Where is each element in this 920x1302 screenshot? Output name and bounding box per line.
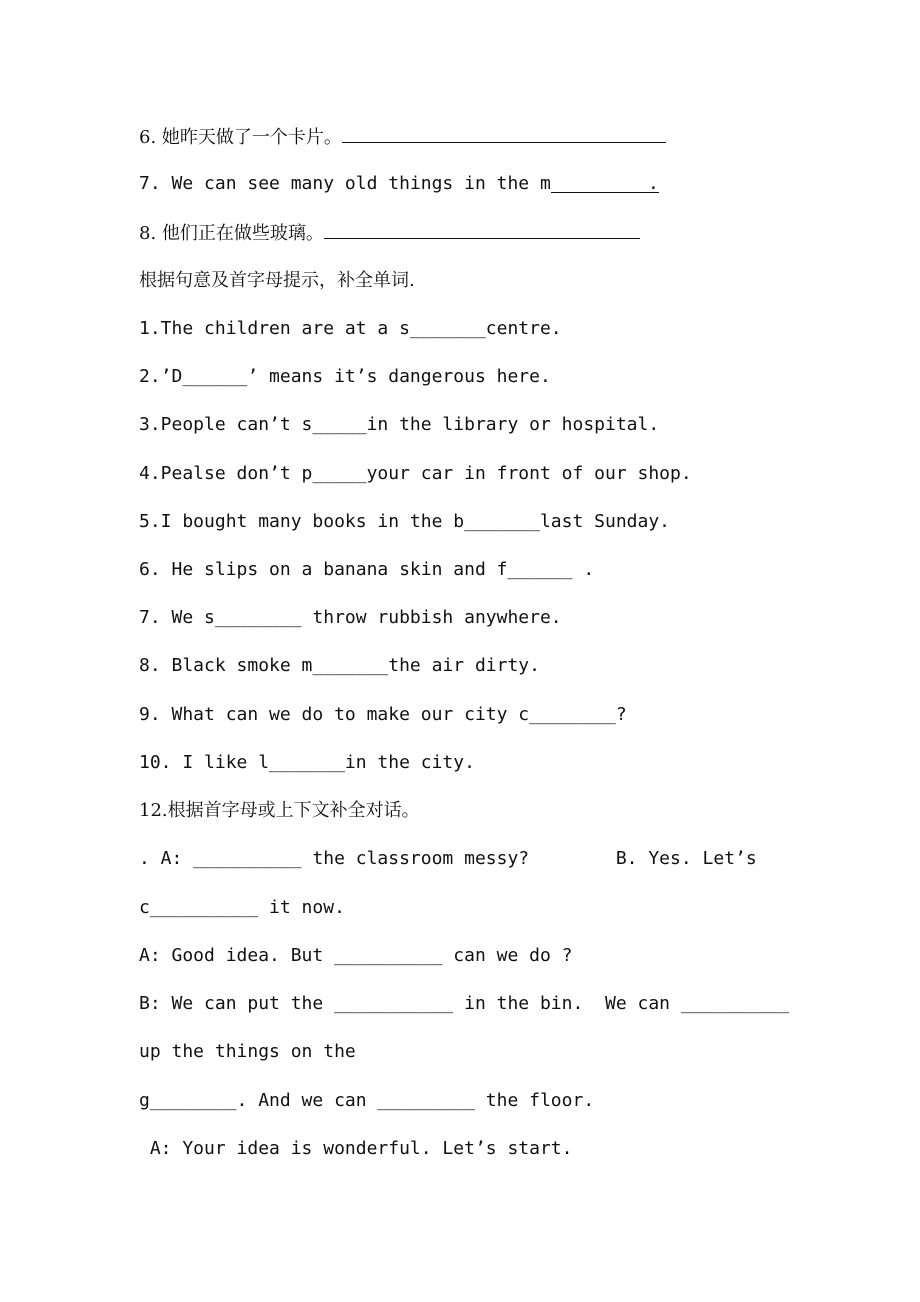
answer-blank[interactable] [551, 172, 659, 193]
answer-blank[interactable] [324, 220, 640, 239]
dialogue-line: . A: __________ the classroom messy? B. Yes. Let’s [139, 848, 757, 869]
answer-blank[interactable] [342, 124, 666, 143]
fill-item-7 [139, 172, 659, 196]
word-item: 2.’D______’ means it’s dangerous here. [139, 366, 551, 387]
word-item: 6. He slips on a banana skin and f______ . [139, 559, 595, 580]
dialogue-line: A: Good idea. But __________ can we do ? [139, 945, 573, 966]
dialogue-line: B: We can put the ___________ in the bin. We can __________ [139, 993, 790, 1014]
section-title-dialogue: 12.根据首字母或上下文补全对话。 [139, 800, 420, 821]
word-item: 10. I like l_______in the city. [139, 752, 475, 773]
dialogue-line: A: Your idea is wonderful. Let’s start. [139, 1138, 573, 1159]
word-item: 9. What can we do to make our city c________? [139, 704, 627, 725]
word-item: 4.Pealse don’t p_____your car in front of our shop. [139, 463, 692, 484]
translation-item-6-text: 6. 她昨天做了一个卡片。 [139, 127, 342, 148]
word-item: 7. We s________ throw rubbish anywhere. [139, 607, 562, 628]
dialogue-line: up the things on the [139, 1041, 356, 1062]
fill-item-7-prefix: 7. We can see many old things in the m [139, 173, 551, 194]
dialogue-line: g________. And we can _________ the floor. [139, 1090, 595, 1111]
dialogue-line: c__________ it now. [139, 897, 345, 918]
section-title-word-completion: 根据句意及首字母提示，补全单词. [139, 270, 415, 291]
word-item: 1.The children are at a s_______centre. [139, 318, 562, 339]
translation-item-8 [139, 220, 640, 244]
translation-item-8-text: 8. 他们正在做些玻璃。 [139, 223, 324, 244]
word-item: 3.People can’t s_____in the library or hospital. [139, 414, 660, 435]
word-item: 5.I bought many books in the b_______last Sunday. [139, 511, 671, 532]
fill-item-7-suffix: . [647, 173, 659, 194]
translation-item-6 [139, 124, 666, 148]
word-item: 8. Black smoke m_______the air dirty. [139, 655, 540, 676]
